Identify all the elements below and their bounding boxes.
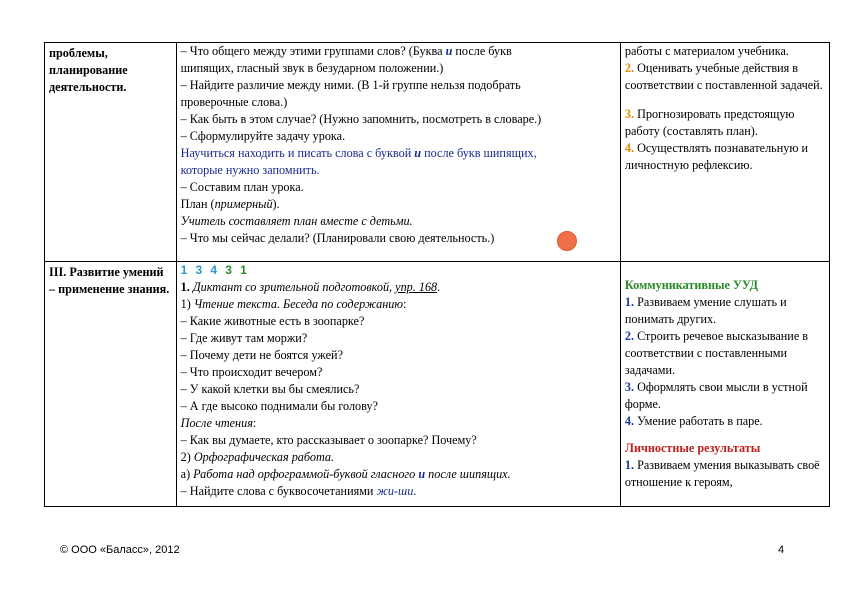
- item-text: Развиваем умение слушать и понимать других.: [624, 295, 787, 326]
- exercise-link: упр. 168: [395, 280, 438, 294]
- table-row: [45, 262, 830, 507]
- text: после букв: [452, 44, 512, 58]
- section-heading: Личностные результаты: [624, 441, 761, 455]
- text-line: [181, 466, 616, 483]
- page-number: 4: [778, 544, 785, 556]
- text-line: шипящих, гласный звук в безударном положении.): [180, 61, 444, 75]
- text: :: [402, 297, 407, 311]
- text: после букв шипящих,: [421, 146, 537, 160]
- text: После чтения: [180, 416, 253, 430]
- text: Чтение текста. Беседа по содержанию: [193, 297, 403, 311]
- text-line: [181, 449, 616, 466]
- uud-item: [625, 380, 808, 411]
- text-line: [181, 196, 616, 213]
- text: Научиться находить и писать слова с буквой: [180, 146, 415, 160]
- item-text: Осуществлять познавательную и личностную рефлексию.: [624, 141, 808, 172]
- text: :: [252, 416, 257, 430]
- question: – У какой клетки вы бы смеялись?: [180, 382, 360, 396]
- item-number: 4.: [624, 414, 635, 428]
- uud-item: [625, 458, 820, 489]
- text-line: – Что мы сейчас делали? (Планировали свою деятельность.): [180, 231, 495, 245]
- item-number: 1.: [624, 295, 635, 309]
- question: – А где высоко поднимали бы голову?: [180, 399, 378, 413]
- stage-cell: [45, 262, 177, 507]
- stage-label: III. Развитие умений – применение знания.: [49, 265, 170, 296]
- lesson-goal-cont: которые нужно запомнить.: [180, 163, 320, 177]
- uud-cell: [620, 262, 829, 507]
- text: .: [413, 484, 417, 498]
- stage-cell: [45, 43, 177, 262]
- text: ).: [272, 197, 280, 211]
- text-line: Учитель составляет план вместе с детьми.: [180, 214, 413, 228]
- text: .: [437, 280, 441, 294]
- uud-item: [625, 107, 795, 138]
- teacher-cell: [176, 43, 620, 262]
- text: 2): [180, 450, 194, 464]
- item-number: 2.: [624, 61, 635, 75]
- text: Орфографическая работа.: [193, 450, 335, 464]
- item-number: 3.: [624, 380, 635, 394]
- text-line: – Как быть в этом случае? (Нужно запомнить, посмотреть в словаре.): [180, 112, 542, 126]
- letter-i: и: [445, 44, 453, 58]
- letter-i: и: [414, 146, 422, 160]
- letter-i: и: [418, 467, 426, 481]
- copyright: © ООО «Баласс», 2012: [60, 544, 180, 556]
- text-line: проверочные слова.): [180, 95, 288, 109]
- text-line: – Составим план урока.: [180, 180, 304, 194]
- uud-cell: [620, 43, 829, 262]
- task-codes: [181, 262, 616, 279]
- text: – Найдите слова с буквосочетаниями: [180, 484, 377, 498]
- item-number: 2.: [624, 329, 635, 343]
- uud-item: [625, 61, 823, 92]
- item-text: Развиваем умения выказывать своё отношение к героям,: [624, 458, 820, 489]
- text: 1.: [180, 280, 190, 294]
- item-text: Умение работать в паре.: [637, 414, 763, 428]
- item-number: 3.: [624, 107, 635, 121]
- text: – Что общего между этими группами слов? (Буква: [180, 44, 446, 58]
- lesson-goal: [181, 145, 616, 162]
- text-line: [181, 415, 616, 432]
- section-heading: Коммуникативные УУД: [624, 278, 758, 292]
- question: – Почему дети не боятся ужей?: [180, 348, 343, 362]
- uud-item: [625, 295, 787, 326]
- text: Диктант со зрительной подготовкой,: [192, 280, 393, 294]
- item-text: Оценивать учебные действия в соответствии с поставленной задачей.: [624, 61, 823, 92]
- text: Работа над орфограммой-буквой гласного: [193, 467, 419, 481]
- item-number: 1.: [624, 458, 635, 472]
- question: – Что происходит вечером?: [180, 365, 323, 379]
- code: 3: [225, 263, 233, 277]
- uud-item: [625, 414, 763, 428]
- item-text: Прогнозировать предстоящую работу (составлять план).: [624, 107, 795, 138]
- uud-item: [625, 141, 808, 172]
- lesson-table: [44, 42, 830, 507]
- code: 1: [240, 263, 248, 277]
- question: – Как вы думаете, кто рассказывает о зоопарке? Почему?: [180, 433, 477, 447]
- text-line: [181, 43, 616, 60]
- text: 1): [180, 297, 194, 311]
- uud-item: [625, 329, 808, 377]
- question: – Какие животные есть в зоопарке?: [180, 314, 365, 328]
- text-line: [181, 483, 616, 500]
- text-line: [181, 296, 616, 313]
- item-number: 4.: [624, 141, 635, 155]
- text-line: – Сформулируйте задачу урока.: [180, 129, 346, 143]
- text: после шипящих.: [425, 467, 511, 481]
- orange-circle-marker: [557, 231, 577, 251]
- text: жи-ши: [376, 484, 414, 498]
- stage-label: проблемы, планирование деятельности.: [49, 46, 128, 94]
- code: 4: [210, 263, 218, 277]
- item-text: Строить речевое высказывание в соответствии с поставленными задачами.: [624, 329, 809, 377]
- code: 3: [195, 263, 203, 277]
- text-line: работы с материалом учебника.: [624, 44, 789, 58]
- text: примерный: [214, 197, 273, 211]
- question: – Где живут там моржи?: [180, 331, 308, 345]
- text: План (: [180, 197, 215, 211]
- text-line: [181, 279, 616, 296]
- text: а): [180, 467, 194, 481]
- code: 1: [180, 263, 188, 277]
- text-line: – Найдите различие между ними. (В 1-й группе нельзя подобрать: [180, 78, 521, 92]
- teacher-cell: [176, 262, 620, 507]
- table-row: [45, 43, 830, 262]
- item-text: Оформлять свои мысли в устной форме.: [624, 380, 808, 411]
